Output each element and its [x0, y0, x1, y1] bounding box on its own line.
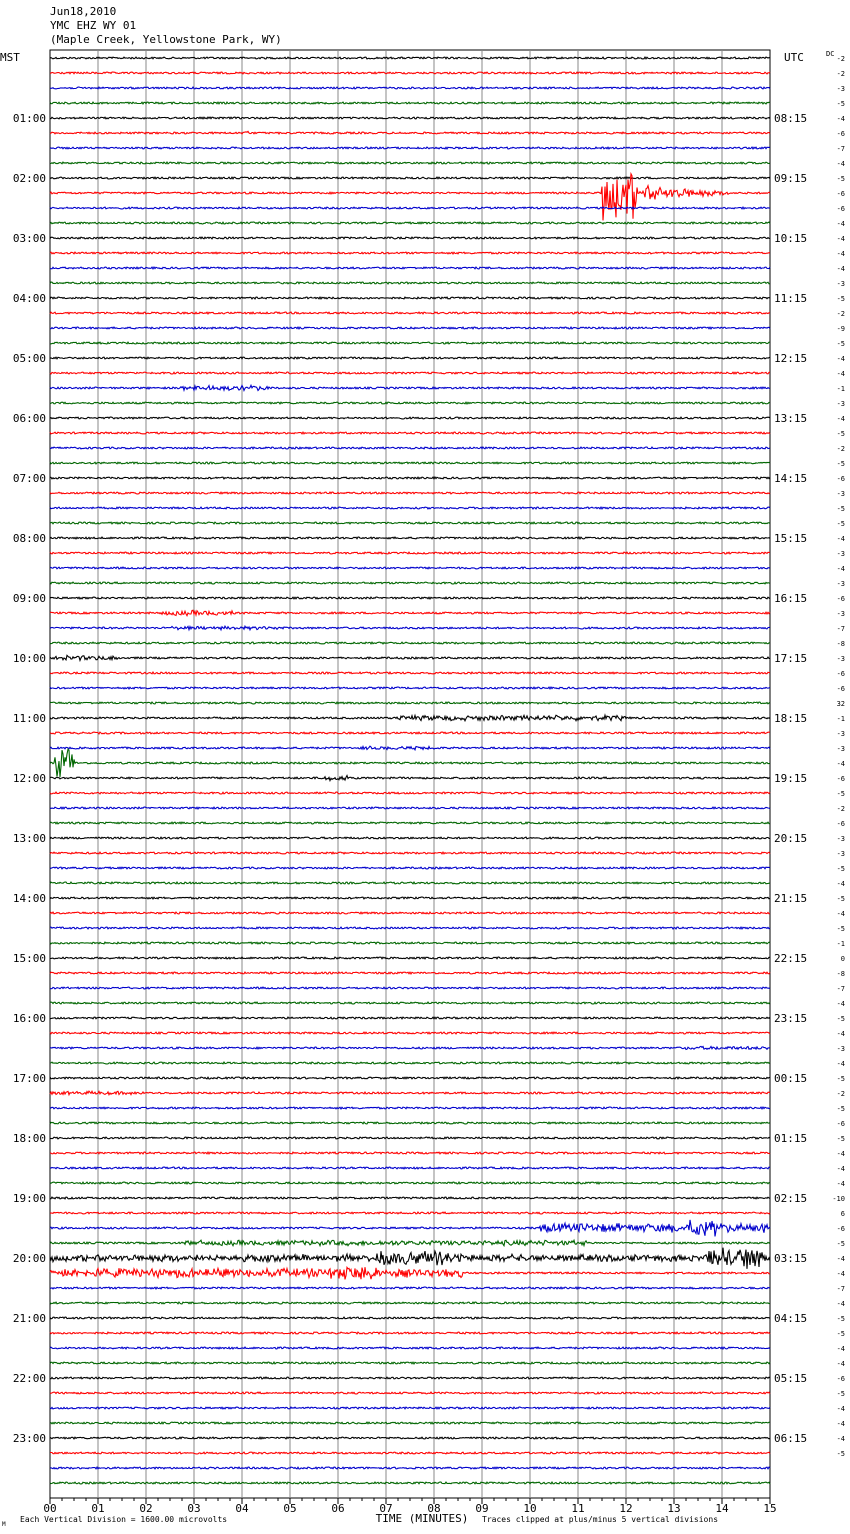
dc-offset-label: -6 [836, 1120, 845, 1128]
trace-line [50, 1212, 770, 1214]
dc-offset-label: -5 [836, 340, 845, 348]
trace-line [50, 1032, 770, 1034]
mst-hour-label: 02:00 [12, 172, 46, 185]
left-axis-label: MST [0, 51, 20, 64]
trace-line [50, 507, 770, 509]
dc-offset-label: -3 [836, 730, 845, 738]
dc-offset-label: -7 [836, 1285, 845, 1293]
mst-hour-label: 12:00 [12, 772, 46, 785]
dc-offset-label: -5 [836, 895, 845, 903]
utc-hour-label: 04:15 [774, 1312, 808, 1325]
trace-line [50, 492, 770, 494]
dc-offset-label: -4 [836, 1255, 845, 1263]
utc-hour-label: 22:15 [774, 952, 808, 965]
dc-offset-label: -2 [836, 70, 845, 78]
dc-offset-label: -5 [836, 1075, 845, 1083]
trace-line [50, 1407, 770, 1409]
corner-mark: M [2, 1521, 6, 1528]
x-tick-label: 05 [283, 1502, 297, 1515]
trace-line [50, 447, 770, 449]
mst-hour-label: 10:00 [12, 652, 46, 665]
trace-line [50, 882, 770, 884]
dc-offset-label: -4 [836, 1435, 845, 1443]
dc-offset-label: -3 [836, 850, 845, 858]
dc-offset-label: -5 [836, 925, 845, 933]
trace-line [50, 852, 770, 854]
trace-line [50, 912, 770, 914]
trace-line [50, 102, 770, 104]
trace-line [50, 177, 770, 179]
dc-offset-label: -1 [836, 715, 845, 723]
dc-offset-label: -10 [832, 1195, 845, 1203]
trace-line [50, 792, 770, 794]
dc-offset-label: -6 [836, 1375, 845, 1383]
dc-offset-label: -4 [836, 1270, 845, 1278]
trace-line [50, 957, 770, 959]
trace-line [50, 297, 770, 299]
dc-offset-label: 0 [840, 955, 845, 963]
x-axis-title: TIME (MINUTES) [375, 1512, 469, 1525]
utc-hour-label: 16:15 [774, 592, 808, 605]
mst-hour-label: 06:00 [12, 412, 46, 425]
trace-line [50, 342, 770, 344]
trace-line [50, 1091, 770, 1095]
dc-offset-label: -6 [836, 670, 845, 678]
trace-line [50, 237, 770, 239]
mst-hour-label: 15:00 [12, 952, 46, 965]
dc-offset-label: -3 [836, 400, 845, 408]
trace-line [50, 1347, 770, 1349]
mst-hour-label: 08:00 [12, 532, 46, 545]
dc-offset-label: -2 [836, 445, 845, 453]
dc-offset-label: -4 [836, 880, 845, 888]
trace-line [50, 1392, 770, 1394]
trace-line [50, 282, 770, 284]
scale-note: Each Vertical Division = 1600.00 microvolts [20, 1515, 228, 1524]
trace-line [50, 1002, 770, 1004]
trace-line [50, 1362, 770, 1364]
dc-offset-label: -4 [836, 1060, 845, 1068]
trace-line [50, 1182, 770, 1184]
dc-offset-label: -8 [836, 640, 845, 648]
trace-line [50, 1317, 770, 1319]
dc-offset-label: -5 [836, 505, 845, 513]
trace-line [50, 522, 770, 524]
dc-offset-label: -1 [836, 940, 845, 948]
trace-line [50, 1017, 770, 1019]
trace-line [50, 552, 770, 554]
dc-offset-label: -5 [836, 100, 845, 108]
dc-offset-label: -7 [836, 985, 845, 993]
trace-line [50, 1422, 770, 1424]
trace-line [50, 567, 770, 569]
dc-offset-label: -4 [836, 1180, 845, 1188]
dc-offset-label: -5 [836, 1390, 845, 1398]
trace-line [50, 147, 770, 149]
dc-offset-label: -3 [836, 655, 845, 663]
mst-hour-label: 18:00 [12, 1132, 46, 1145]
trace-line [50, 867, 770, 869]
mst-hour-label: 01:00 [12, 112, 46, 125]
dc-offset-label: -4 [836, 220, 845, 228]
dc-offset-label: -4 [836, 250, 845, 258]
dc-offset-label: -3 [836, 490, 845, 498]
dc-offset-label: -4 [836, 235, 845, 243]
mst-hour-label: 22:00 [12, 1372, 46, 1385]
trace-line [50, 87, 770, 89]
trace-line [50, 822, 770, 824]
trace-line [50, 749, 770, 777]
trace-line [50, 1152, 770, 1154]
utc-hour-label: 11:15 [774, 292, 808, 305]
utc-hour-label: 06:15 [774, 1432, 808, 1445]
right-axis-label: UTC [784, 51, 804, 64]
clip-note: Traces clipped at plus/minus 5 vertical divisions [482, 1515, 719, 1524]
mst-hour-label: 09:00 [12, 592, 46, 605]
utc-hour-label: 18:15 [774, 712, 808, 725]
trace-line [50, 897, 770, 899]
dc-offset-label: -5 [836, 430, 845, 438]
utc-hour-label: 17:15 [774, 652, 808, 665]
dc-offset-label: -2 [836, 310, 845, 318]
trace-line [50, 222, 770, 224]
dc-offset-label: -4 [836, 1300, 845, 1308]
dc-offset-label: -3 [836, 1045, 845, 1053]
trace-line [50, 1332, 770, 1334]
utc-hour-label: 14:15 [774, 472, 808, 485]
trace-line [50, 357, 770, 359]
trace-line [50, 1467, 770, 1469]
dc-offset-label: -6 [836, 205, 845, 213]
dc-offset-label: -5 [836, 865, 845, 873]
trace-line [50, 807, 770, 809]
x-tick-label: 14 [715, 1502, 729, 1515]
utc-hour-label: 13:15 [774, 412, 808, 425]
dc-offset-label: -5 [836, 1450, 845, 1458]
trace-line [50, 162, 770, 164]
utc-hour-label: 12:15 [774, 352, 808, 365]
x-tick-label: 09 [475, 1502, 489, 1515]
dc-offset-label: -4 [836, 415, 845, 423]
trace-line [50, 655, 770, 660]
dc-offset-label: -2 [836, 1090, 845, 1098]
dc-offset-label: -4 [836, 1345, 845, 1353]
trace-line [50, 267, 770, 269]
trace-line [50, 972, 770, 974]
x-tick-label: 01 [91, 1502, 105, 1515]
dc-offset-label: -4 [836, 535, 845, 543]
dc-offset-label: -4 [836, 265, 845, 273]
trace-line [50, 642, 770, 644]
dc-offset-label: -6 [836, 475, 845, 483]
x-tick-label: 13 [667, 1502, 681, 1515]
mst-hour-label: 13:00 [12, 832, 46, 845]
dc-offset-label: -6 [836, 130, 845, 138]
chart-date: Jun18,2010 [50, 5, 117, 18]
trace-line [50, 327, 770, 329]
dc-offset-label: -4 [836, 355, 845, 363]
dc-offset-label: -5 [836, 520, 845, 528]
dc-offset-label: -3 [836, 580, 845, 588]
utc-hour-label: 03:15 [774, 1252, 808, 1265]
dc-offset-label: -7 [836, 145, 845, 153]
trace-line [50, 1452, 770, 1454]
trace-line [50, 746, 770, 750]
trace-line [50, 582, 770, 584]
dc-offset-label: -4 [836, 1360, 845, 1368]
trace-line [50, 1137, 770, 1139]
dc-offset-label: -5 [836, 1330, 845, 1338]
mst-hour-label: 05:00 [12, 352, 46, 365]
trace-line [50, 837, 770, 839]
trace-line [50, 1248, 770, 1269]
trace-line [50, 1437, 770, 1439]
dc-offset-label: -6 [836, 190, 845, 198]
utc-hour-label: 08:15 [774, 112, 808, 125]
trace-line [50, 385, 770, 390]
mst-hour-label: 23:00 [12, 1432, 46, 1445]
dc-offset-label: -4 [836, 1000, 845, 1008]
utc-hour-label: 15:15 [774, 532, 808, 545]
trace-line [50, 372, 770, 374]
trace-line [50, 1077, 770, 1079]
trace-line [50, 610, 770, 615]
trace-line [50, 1240, 770, 1246]
mst-hour-label: 17:00 [12, 1072, 46, 1085]
dc-offset-label: -5 [836, 790, 845, 798]
trace-line [50, 1482, 770, 1484]
trace-line [50, 131, 770, 134]
trace-line [50, 417, 770, 419]
trace-line [50, 1377, 770, 1379]
trace-line [50, 687, 770, 689]
mst-hour-label: 16:00 [12, 1012, 46, 1025]
utc-hour-label: 02:15 [774, 1192, 808, 1205]
mst-hour-label: 07:00 [12, 472, 46, 485]
x-tick-label: 04 [235, 1502, 249, 1515]
x-tick-label: 07 [379, 1502, 393, 1515]
trace-line [50, 1302, 770, 1304]
utc-hour-label: 20:15 [774, 832, 808, 845]
x-tick-label: 08 [427, 1502, 441, 1515]
x-tick-label: 11 [571, 1502, 585, 1515]
trace-line [50, 1062, 770, 1064]
dc-offset-label: -3 [836, 280, 845, 288]
dc-offset-label: -3 [836, 610, 845, 618]
dc-offset-label: -6 [836, 595, 845, 603]
trace-line [50, 1122, 770, 1124]
utc-hour-label: 10:15 [774, 232, 808, 245]
dc-offset-label: -3 [836, 745, 845, 753]
dc-offset-label: -4 [836, 910, 845, 918]
trace-line [50, 207, 770, 209]
dc-offset-label: -5 [836, 1105, 845, 1113]
dc-offset-label: -5 [836, 1135, 845, 1143]
trace-line [50, 537, 770, 539]
dc-offset-label: -4 [836, 1165, 845, 1173]
station-location: (Maple Creek, Yellowstone Park, WY) [50, 33, 282, 46]
trace-line [50, 117, 770, 119]
dc-offset-label: -4 [836, 1150, 845, 1158]
dc-offset-label: -9 [836, 325, 845, 333]
dc-offset-label: 32 [836, 700, 845, 708]
trace-line [50, 987, 770, 989]
trace-line [50, 402, 770, 404]
dc-offset-label: -5 [836, 1315, 845, 1323]
dc-offset-label: -6 [836, 1225, 845, 1233]
dc-offset-label: -7 [836, 625, 845, 633]
x-tick-label: 00 [43, 1502, 57, 1515]
trace-line [50, 715, 770, 721]
trace-line [50, 1107, 770, 1109]
dc-offset-label: -5 [836, 1240, 845, 1248]
mst-hour-label: 19:00 [12, 1192, 46, 1205]
x-tick-label: 12 [619, 1502, 633, 1515]
trace-line [50, 477, 770, 479]
dc-offset-label: -4 [836, 370, 845, 378]
trace-line [50, 174, 770, 221]
dc-offset-label: -4 [836, 1030, 845, 1038]
x-tick-label: 15 [763, 1502, 777, 1515]
trace-line [50, 462, 770, 464]
station-code: YMC EHZ WY 01 [50, 19, 137, 32]
trace-line [50, 72, 770, 74]
dc-offset-label: -3 [836, 85, 845, 93]
trace-line [50, 312, 770, 314]
dc-offset-label: -3 [836, 550, 845, 558]
mst-hour-label: 14:00 [12, 892, 46, 905]
dc-offset-label: -4 [836, 1405, 845, 1413]
trace-line [50, 927, 770, 929]
x-tick-label: 06 [331, 1502, 345, 1515]
trace-line [50, 1046, 770, 1049]
mst-hour-label: 20:00 [12, 1252, 46, 1265]
dc-label: DC [826, 50, 835, 58]
dc-offset-label: -4 [836, 760, 845, 768]
trace-line [50, 672, 770, 674]
dc-offset-label: -6 [836, 775, 845, 783]
dc-offset-label: -5 [836, 1015, 845, 1023]
trace-line [50, 1267, 770, 1279]
mst-hour-label: 21:00 [12, 1312, 46, 1325]
dc-offset-label: -6 [836, 685, 845, 693]
dc-offset-label: -2 [836, 55, 845, 63]
dc-offset-label: 6 [840, 1210, 845, 1218]
trace-line [50, 252, 770, 254]
dc-offset-label: -1 [836, 385, 845, 393]
dc-offset-label: -2 [836, 805, 845, 813]
utc-hour-label: 09:15 [774, 172, 808, 185]
utc-hour-label: 21:15 [774, 892, 808, 905]
trace-line [50, 626, 770, 630]
dc-offset-label: -4 [836, 1420, 845, 1428]
dc-offset-label: -3 [836, 835, 845, 843]
trace-line [50, 1287, 770, 1289]
trace-line [50, 776, 770, 781]
dc-offset-label: -5 [836, 460, 845, 468]
mst-hour-label: 03:00 [12, 232, 46, 245]
dc-offset-label: -6 [836, 820, 845, 828]
trace-line [50, 1220, 770, 1237]
trace-line [50, 432, 770, 434]
trace-line [50, 702, 770, 704]
dc-offset-label: -5 [836, 295, 845, 303]
dc-offset-label: -8 [836, 970, 845, 978]
trace-line [50, 597, 770, 599]
dc-offset-label: -5 [836, 175, 845, 183]
utc-hour-label: 19:15 [774, 772, 808, 785]
x-tick-label: 03 [187, 1502, 201, 1515]
trace-line [50, 57, 770, 59]
x-tick-label: 10 [523, 1502, 537, 1515]
trace-line [50, 732, 770, 734]
dc-offset-label: -4 [836, 160, 845, 168]
trace-line [50, 1197, 770, 1199]
utc-hour-label: 23:15 [774, 1012, 808, 1025]
mst-hour-label: 11:00 [12, 712, 46, 725]
dc-offset-label: -4 [836, 115, 845, 123]
trace-line [50, 942, 770, 944]
trace-line [50, 1167, 770, 1169]
dc-offset-label: -4 [836, 565, 845, 573]
utc-hour-label: 00:15 [774, 1072, 808, 1085]
utc-hour-label: 05:15 [774, 1372, 808, 1385]
x-tick-label: 02 [139, 1502, 153, 1515]
mst-hour-label: 04:00 [12, 292, 46, 305]
utc-hour-label: 01:15 [774, 1132, 808, 1145]
